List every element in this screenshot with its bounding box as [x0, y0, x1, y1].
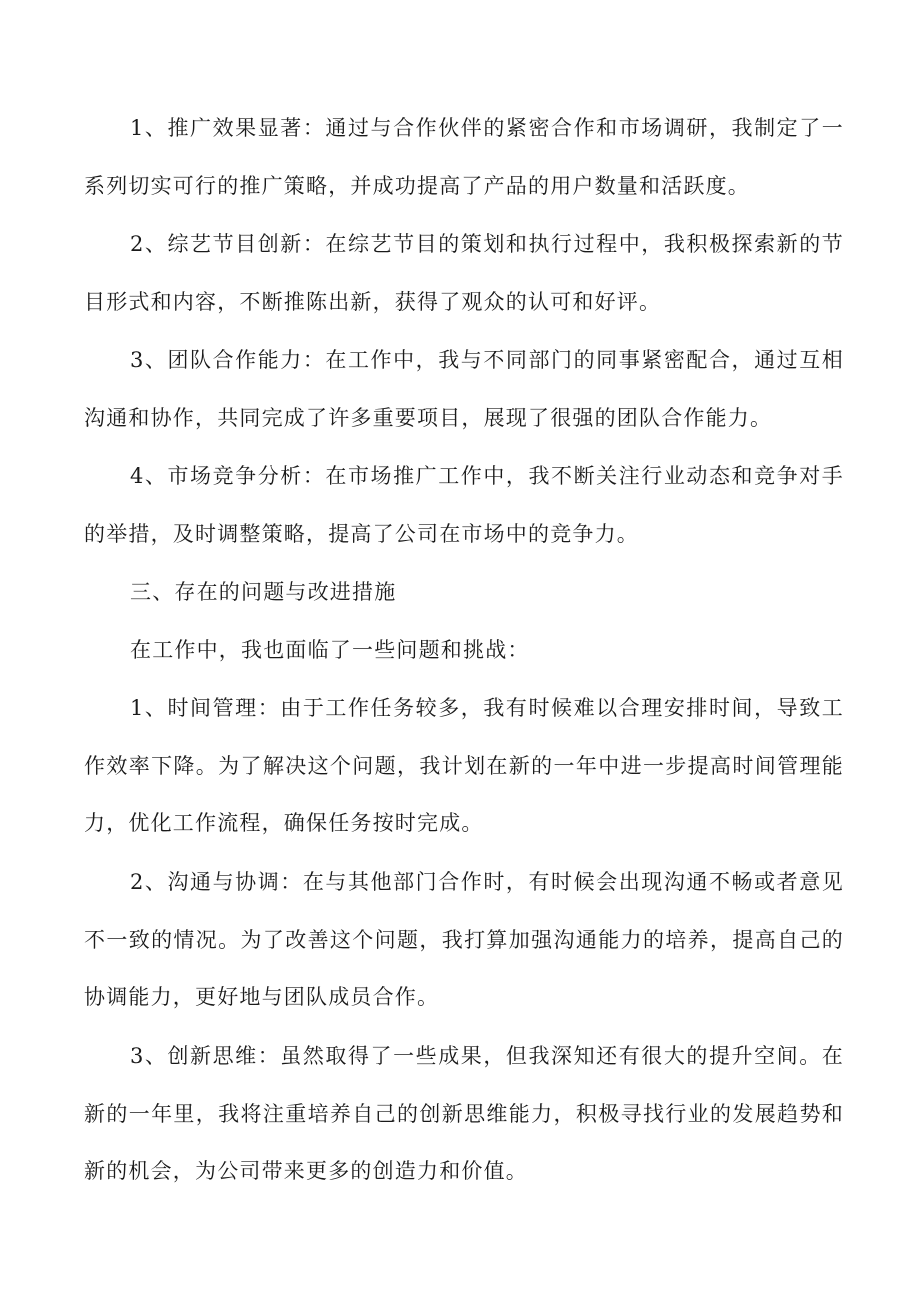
paragraph-communication: 2、沟通与协调：在与其他部门合作时，有时候会出现沟通不畅或者意见不一致的情况。为了改善这个问题，我打算加强沟通能力的培养，提高自己的协调能力，更好地与团队成员合作。	[84, 870, 844, 1009]
paragraph-market-competition: 4、市场竞争分析：在市场推广工作中，我不断关注行业动态和竞争对手的举措，及时调整策略，提高了公司在市场中的竞争力。	[84, 464, 844, 546]
paragraph-time-management: 1、时间管理：由于工作任务较多，我有时候难以合理安排时间，导致工作效率下降。为了解决这个问题，我计划在新的一年中进一步提高时间管理能力，优化工作流程，确保任务按时完成。	[84, 696, 844, 835]
section-heading-problems: 三、存在的问题与改进措施	[130, 580, 397, 604]
paragraph-innovative-thinking: 3、创新思维：虽然取得了一些成果，但我深知还有很大的提升空间。在新的一年里，我将注重培养自己的创新思维能力，积极寻找行业的发展趋势和新的机会，为公司带来更多的创造力和价值。	[84, 1044, 844, 1183]
paragraph-promotion-results: 1、推广效果显著：通过与合作伙伴的紧密合作和市场调研，我制定了一系列切实可行的推广策略，并成功提高了产品的用户数量和活跃度。	[84, 116, 844, 198]
paragraph-variety-show-innovation: 2、综艺节目创新：在综艺节目的策划和执行过程中，我积极探索新的节目形式和内容，不断推陈出新，获得了观众的认可和好评。	[84, 232, 844, 314]
paragraph-challenges-intro: 在工作中，我也面临了一些问题和挑战：	[130, 638, 530, 662]
paragraph-teamwork: 3、团队合作能力：在工作中，我与不同部门的同事紧密配合，通过互相沟通和协作，共同完成了许多重要项目，展现了很强的团队合作能力。	[84, 348, 844, 430]
